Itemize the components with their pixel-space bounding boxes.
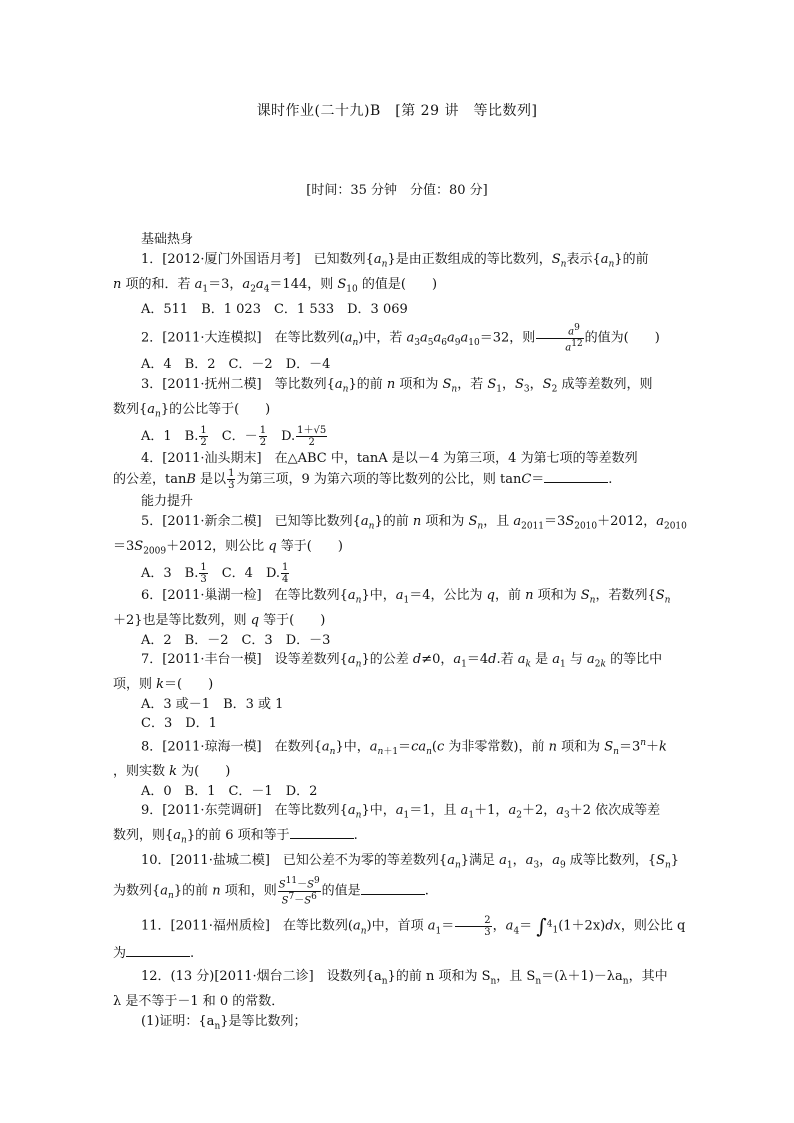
answer-blank[interactable] xyxy=(126,944,190,957)
question-7-options-cd: C．3 D．1 xyxy=(141,716,217,732)
question-5-options: A．3 B. $\frac{1}{3}$ C．4 D. $\frac{1}{4}$ xyxy=(141,561,289,585)
question-1-options: A．511 B．1 023 C．1 533 D．3 069 xyxy=(141,301,408,317)
answer-blank[interactable] xyxy=(361,882,425,895)
page-title: 课时作业(二十九)B [第 29 讲 等比数列] xyxy=(256,103,538,119)
section-improve: 能力提升 xyxy=(141,494,194,510)
answer-blank[interactable] xyxy=(290,826,354,839)
question-list xyxy=(113,230,688,1037)
question-4: 4．[2011·汕头期末] 在△ABC 中，tanA 是以－4 为第三项，4 为第七项的等差数列 xyxy=(141,450,638,466)
question-10: 10．[2011·盐城二模] 已知公差不为零的等差数列$\{a_n\}$满足 $a_1$，$a_3$，$a_9$ 成等比数列，$\{S_n\}$ xyxy=(141,853,680,871)
question-8: 8．[2011·琼海一模] 在数列$\{a_n\}$中，$a_{n+1}=ca_n(c$ 为非零常数)，前 n 项和为 $S_n=3^n+k$ xyxy=(141,737,667,757)
question-12-cont: λ 是不等于－1 和 0 的常数． xyxy=(113,994,285,1010)
question-11-cont: 为 . xyxy=(113,945,195,961)
question-5: 5．[2011·新余二模] 已知等比数列$\{a_n\}$的前 n 项和为 $S_n$，且 $a_{2011}=3S_{2010}+2012$，$a_{2010}$ xyxy=(141,513,687,532)
answer-blank[interactable] xyxy=(544,470,608,483)
question-5-cont: $=3S_{2009}+2012$，则公比 q 等于( ) xyxy=(113,538,343,557)
question-9-cont: 数列，则$\{a_n\}$的前 6 项和等于 . xyxy=(113,828,358,846)
question-11: 11．[2011·福州质检] 在等比数列$(a_n)$中，首项 $a_1=$ $\frac{2}{3}$ ，$a_4= \int^4_1(1+2x)dx$，则公比 q xyxy=(141,914,686,939)
time-score-info: [时间：35 分钟 分值：80 分] xyxy=(306,183,488,198)
question-6-cont: ＋2}也是等比数列，则 q 等于( ) xyxy=(113,613,326,629)
section-basic: 基础热身 xyxy=(141,232,194,247)
question-7: 7．[2011·丰台一模] 设等差数列$\{a_n\}$的公差 d≠0，$a_1=4d$.若 $a_k$ 是 $a_1$ 与 $a_{2k}$ 的等比中 xyxy=(141,652,663,670)
question-10-cont: 为数列$\{a_n\}$的前 n 项和，则 $\frac{S^{11}-S^9}{S^7-S^6}$ 的值是 . xyxy=(113,876,429,907)
question-2-options: A．4 B．2 C．－2 D．－4 xyxy=(141,357,331,373)
question-1: 1．[2012·厦门外国语月考] 已知数列$\{a_n\}$是由正数组成的等比数列，$S_n$表示$\{a_n\}$的前 xyxy=(141,251,649,270)
question-4-cont: 的公差，tanB 是以 $\frac{1}{3}$ 为第三项，9 为第六项的等比数列的公比，则 tanC＝ . xyxy=(113,468,613,492)
question-2: 2．[2011·大连模拟] 在等比数列$(a_n)$中，若 $a_3a_5a_6a_9a_{10}=32$，则 $\frac{a^9}{a^{12}}$ 的值为( ) xyxy=(141,323,660,353)
question-3-cont: 数列$\{a_n\}$的公比等于( ) xyxy=(113,401,271,420)
question-8-options: A．0 B．1 C．－1 D．2 xyxy=(141,783,318,799)
question-6: 6．[2011·巢湖一检] 在等比数列$\{a_n\}$中，$a_1=4$，公比为 q，前 n 项和为 $S_n$，若数列{$S_n$ xyxy=(141,587,671,606)
question-3-options: A．1 B. $\frac{1}{2}$ C．－ $\frac{1}{2}$ D. $\frac{1+√5}{2}$ xyxy=(141,424,327,448)
question-1-cont: n 项的和．若 $a_1=3$，$a_2a_4=144$，则 $S_{10}$ 的值是( ) xyxy=(113,276,438,295)
question-9: 9．[2011·东莞调研] 在等比数列$\{a_n\}$中，$a_1=1$，且 $a_1+1$，$a_2+2$，$a_3+2$ 依次成等差 xyxy=(141,803,661,821)
question-7-options-ab: A．3 或－1 B．3 或 1 xyxy=(141,696,284,712)
question-12-part1: (1)证明：$\{a_n\}$是等比数列； xyxy=(141,1013,307,1032)
question-3: 3．[2011·抚州二模] 等比数列$\{a_n\}$的前 n 项和为 $S_n$，若 $S_1$，$S_3$，$S_2$ 成等差数列，则 xyxy=(141,376,653,395)
question-8-cont: ，则实数 k 为( ) xyxy=(113,764,231,780)
question-7-cont: 项，则 k＝( ) xyxy=(113,677,214,693)
question-6-options: A．2 B．－2 C．3 D．－3 xyxy=(141,632,331,648)
question-12: 12．(13 分)[2011·烟台二诊] 设数列$\{a_n\}$的前 n 项和为 $S_n$，且 $S_n=(\lambda+1)-\lambda a_n$，其中 xyxy=(141,969,668,987)
